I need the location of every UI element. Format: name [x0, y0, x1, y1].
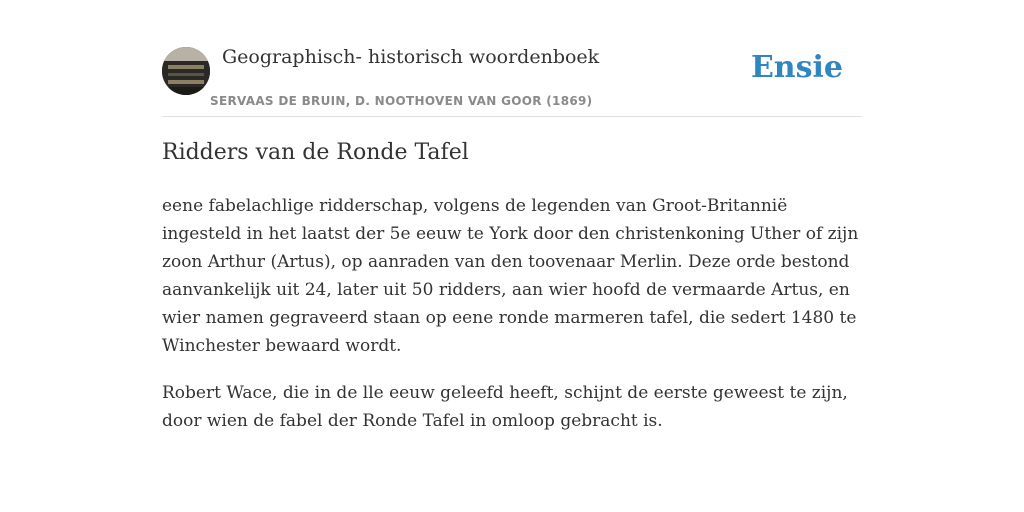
entry-card [162, 0, 862, 431]
book-author: SERVAAS DE BRUIN, D. NOOTHOVEN VAN GOOR (1869) [210, 94, 593, 108]
book-cover-avatar[interactable] [162, 47, 210, 95]
book-cover-icon [162, 47, 210, 95]
entry-paragraph: Robert Wace, die in de lle eeuw geleefd heeft, schijnt de eerste geweest te zijn, door wien de fabel der Ronde Tafel in omloop gebracht is. [162, 383, 848, 431]
entry-title: Ridders van de Ronde Tafel [162, 140, 469, 165]
book-title[interactable]: Geographisch- historisch woordenboek [222, 46, 600, 68]
book-header [162, 0, 862, 117]
ensie-logo-link[interactable]: Ensie [750, 50, 843, 85]
entry-content [162, 192, 862, 454]
entry-paragraph: eene fabelachlige ridderschap, volgens de legenden van Groot-Britannië ingesteld in het laatst der 5e eeuw te York door den christenkoning Uther of zijn zoon Arthur (Artus), op aanraden van den toovenaar Merlin. Deze orde bestond aanvankelijk uit 24, later uit 50 ridders, aan wier hoofd de vermaarde Artus, en wier namen gegraveerd staan op eene ronde marmeren tafel, die sedert 1480 te Winchester bewaard wordt. [162, 196, 859, 356]
